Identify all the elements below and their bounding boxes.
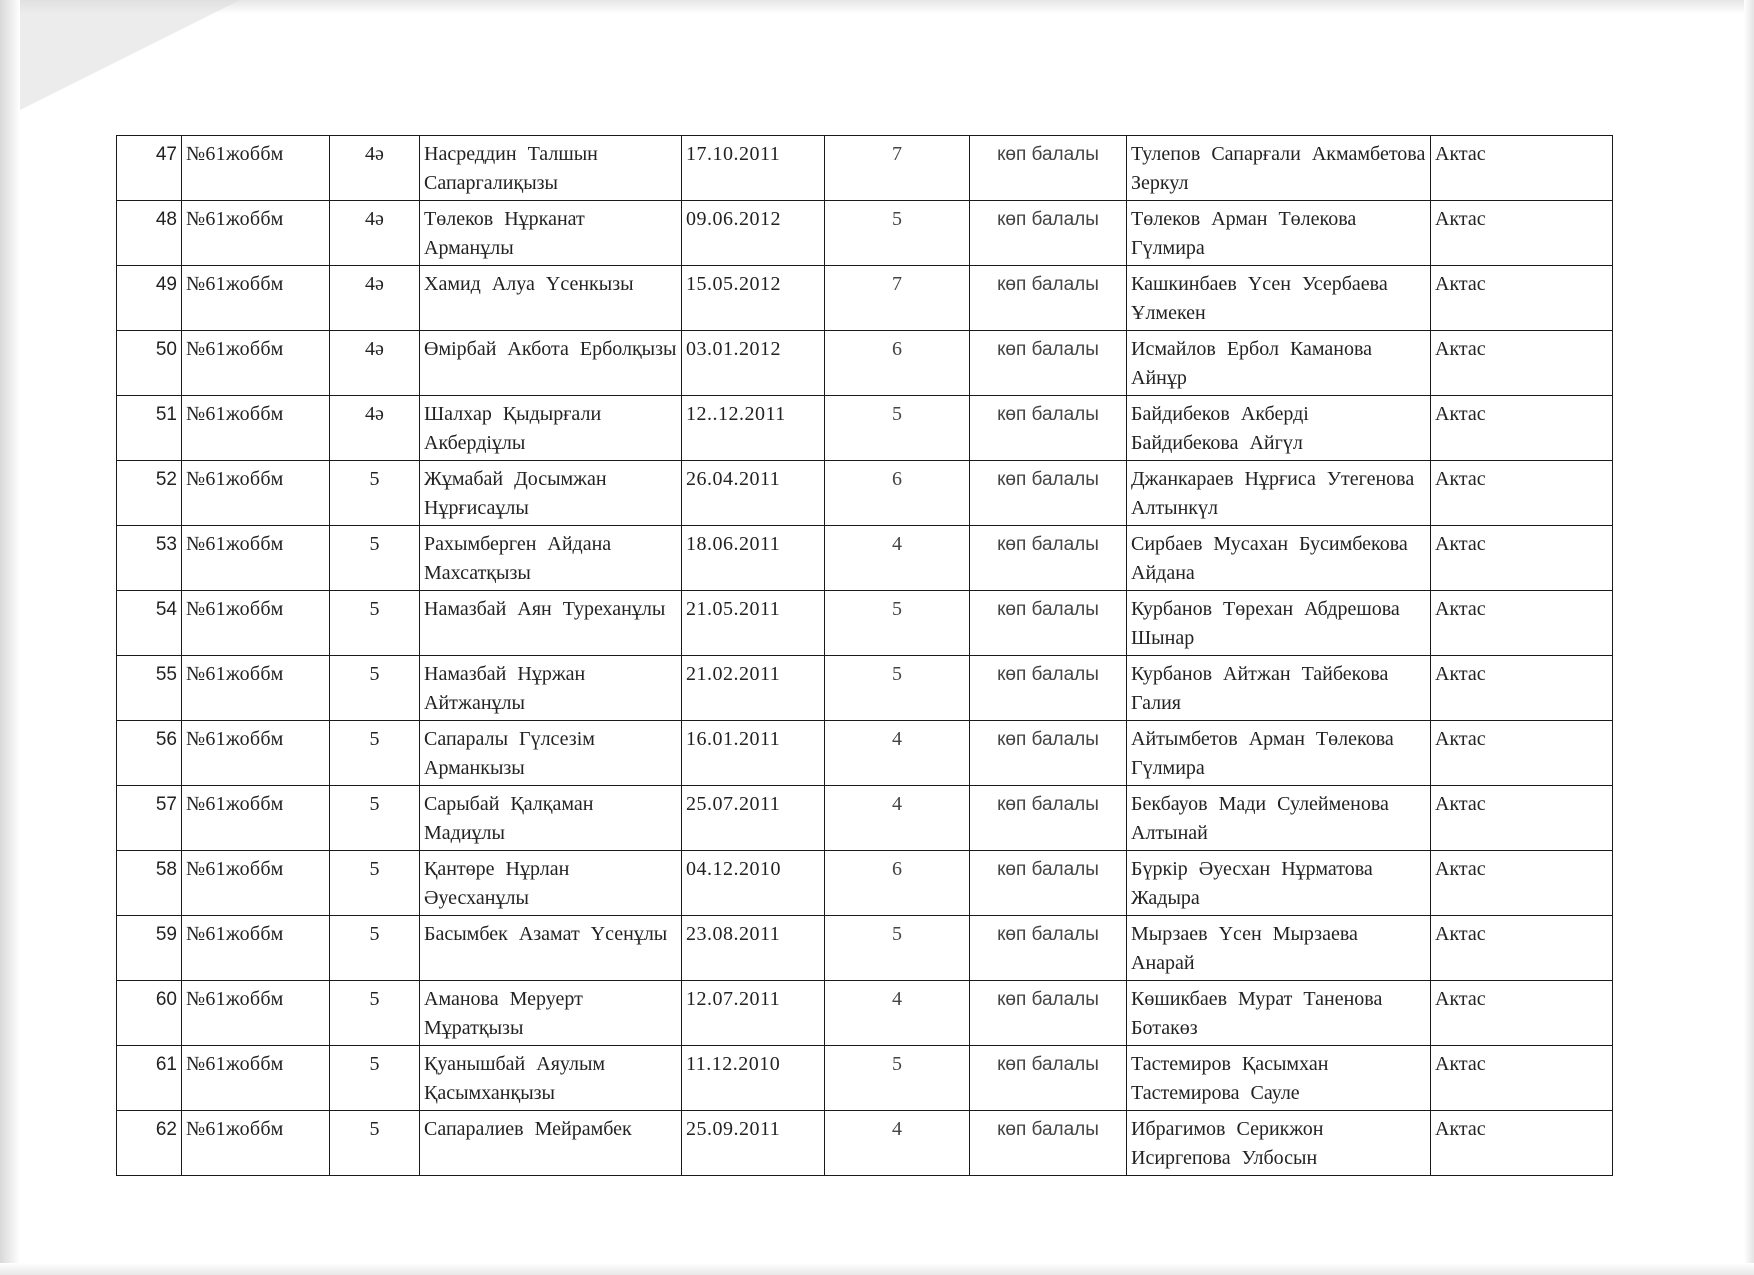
table-row [117,461,1613,526]
family-status: көп балалы [970,1111,1127,1176]
school-code: №61жоббм [182,721,330,786]
family-status: көп балалы [970,916,1127,981]
village: Актас [1431,1046,1613,1111]
row-number: 59 [117,916,182,981]
birth-date: 26.04.2011 [682,461,825,526]
parents-names: Төлеков Арман Төлекова Гүлмира [1127,201,1431,266]
row-number: 61 [117,1046,182,1111]
family-status: көп балалы [970,656,1127,721]
row-number: 56 [117,721,182,786]
school-code: №61жоббм [182,461,330,526]
children-count: 5 [825,656,970,721]
birth-date: 23.08.2011 [682,916,825,981]
children-count: 5 [825,591,970,656]
table-row [117,916,1613,981]
village: Актас [1431,331,1613,396]
family-status: көп балалы [970,461,1127,526]
row-number: 49 [117,266,182,331]
children-count: 7 [825,266,970,331]
children-count: 6 [825,331,970,396]
school-code: №61жоббм [182,526,330,591]
row-number: 51 [117,396,182,461]
family-status: көп балалы [970,721,1127,786]
children-count: 6 [825,851,970,916]
village: Актас [1431,1111,1613,1176]
school-code: №61жоббм [182,1111,330,1176]
row-number: 60 [117,981,182,1046]
birth-date: 15.05.2012 [682,266,825,331]
birth-date: 25.07.2011 [682,786,825,851]
school-code: №61жоббм [182,1046,330,1111]
parents-names: Курбанов Айтжан Тайбекова Галия [1127,656,1431,721]
student-name: Аманова Меруерт Мұратқызы [420,981,682,1046]
birth-date: 18.06.2011 [682,526,825,591]
grade: 5 [330,786,420,851]
children-count: 5 [825,916,970,981]
village: Актас [1431,656,1613,721]
student-name: Өмірбай Акбота Ерболқызы [420,331,682,396]
school-code: №61жоббм [182,591,330,656]
parents-names: Тулепов Сапарғали Акмамбетова Зеркул [1127,136,1431,201]
family-status: көп балалы [970,331,1127,396]
row-number: 52 [117,461,182,526]
table-row [117,1046,1613,1111]
school-code: №61жоббм [182,916,330,981]
village: Актас [1431,526,1613,591]
row-number: 47 [117,136,182,201]
scan-edge-bottom [0,1263,1754,1275]
table-row [117,721,1613,786]
grade: 5 [330,916,420,981]
birth-date: 09.06.2012 [682,201,825,266]
register-body [117,136,1613,1176]
table-row [117,266,1613,331]
family-status: көп балалы [970,1046,1127,1111]
student-name: Намазбай Аян Туреханұлы [420,591,682,656]
parents-names: Сирбаев Мусахан Бусимбекова Айдана [1127,526,1431,591]
table-row [117,851,1613,916]
family-status: көп балалы [970,981,1127,1046]
table-row [117,201,1613,266]
parents-names: Бүркір Әуесхан Нұрматова Жадыра [1127,851,1431,916]
family-status: көп балалы [970,266,1127,331]
scan-folded-corner [0,0,240,120]
student-name: Хамид Алуа Үсенкызы [420,266,682,331]
parents-names: Курбанов Төрехан Абдрешова Шынар [1127,591,1431,656]
student-name: Сапаралы Гүлсезім Арманкызы [420,721,682,786]
village: Актас [1431,851,1613,916]
grade: 4ә [330,396,420,461]
children-count: 4 [825,526,970,591]
student-name: Шалхар Қыдырғали Акбердіұлы [420,396,682,461]
birth-date: 04.12.2010 [682,851,825,916]
children-count: 7 [825,136,970,201]
table-row [117,981,1613,1046]
village: Актас [1431,981,1613,1046]
student-name: Қуанышбай Аяулым Қасымханқызы [420,1046,682,1111]
birth-date: 25.09.2011 [682,1111,825,1176]
parents-names: Джанкараев Нұрғиса Утегенова Алтынкүл [1127,461,1431,526]
village: Актас [1431,461,1613,526]
birth-date: 12.07.2011 [682,981,825,1046]
parents-names: Бекбауов Мади Сулейменова Алтынай [1127,786,1431,851]
school-code: №61жоббм [182,201,330,266]
student-name: Басымбек Азамат Үсенұлы [420,916,682,981]
children-count: 4 [825,981,970,1046]
grade: 4ә [330,331,420,396]
grade: 5 [330,591,420,656]
family-status: көп балалы [970,786,1127,851]
grade: 4ә [330,136,420,201]
student-name: Төлеков Нұрканат Арманұлы [420,201,682,266]
birth-date: 21.02.2011 [682,656,825,721]
birth-date: 21.05.2011 [682,591,825,656]
school-code: №61жоббм [182,981,330,1046]
school-code: №61жоббм [182,331,330,396]
village: Актас [1431,266,1613,331]
scan-edge-top [0,0,1754,14]
grade: 5 [330,851,420,916]
school-code: №61жоббм [182,656,330,721]
table-row [117,136,1613,201]
village: Актас [1431,916,1613,981]
school-code: №61жоббм [182,786,330,851]
children-count: 6 [825,461,970,526]
family-status: көп балалы [970,526,1127,591]
school-code: №61жоббм [182,136,330,201]
grade: 5 [330,461,420,526]
parents-names: Байдибеков Акберді Байдибекова Айгүл [1127,396,1431,461]
row-number: 53 [117,526,182,591]
family-status: көп балалы [970,136,1127,201]
scan-edge-left [0,0,20,1275]
parents-names: Кашкинбаев Үсен Усербаева Ұлмекен [1127,266,1431,331]
table-row [117,396,1613,461]
birth-date: 12..12.2011 [682,396,825,461]
family-status: көп балалы [970,591,1127,656]
parents-names: Айтымбетов Арман Төлекова Гүлмира [1127,721,1431,786]
row-number: 54 [117,591,182,656]
village: Актас [1431,136,1613,201]
row-number: 55 [117,656,182,721]
parents-names: Көшикбаев Мурат Таненова Ботакөз [1127,981,1431,1046]
table-row [117,526,1613,591]
student-name: Сапаралиев Мейрамбек [420,1111,682,1176]
row-number: 48 [117,201,182,266]
student-name: Намазбай Нұржан Айтжанұлы [420,656,682,721]
village: Актас [1431,721,1613,786]
school-code: №61жоббм [182,396,330,461]
children-count: 4 [825,1111,970,1176]
student-register-table [116,135,1613,1176]
table-row [117,591,1613,656]
grade: 5 [330,526,420,591]
student-name: Сарыбай Қалқаман Мадиұлы [420,786,682,851]
student-name: Насреддин Талшын Сапаргалиқызы [420,136,682,201]
student-name: Рахымберген Айдана Махсатқызы [420,526,682,591]
grade: 5 [330,656,420,721]
children-count: 5 [825,396,970,461]
grade: 5 [330,981,420,1046]
children-count: 5 [825,1046,970,1111]
grade: 4ә [330,201,420,266]
birth-date: 03.01.2012 [682,331,825,396]
grade: 5 [330,1111,420,1176]
table-row [117,786,1613,851]
student-name: Жұмабай Досымжан Нұрғисаұлы [420,461,682,526]
row-number: 58 [117,851,182,916]
table-row [117,656,1613,721]
birth-date: 17.10.2011 [682,136,825,201]
row-number: 57 [117,786,182,851]
family-status: көп балалы [970,851,1127,916]
student-name: Қантөре Нұрлан Әуесханұлы [420,851,682,916]
children-count: 5 [825,201,970,266]
grade: 5 [330,1046,420,1111]
children-count: 4 [825,786,970,851]
school-code: №61жоббм [182,266,330,331]
parents-names: Исмайлов Ербол Каманова Айнұр [1127,331,1431,396]
table-row [117,1111,1613,1176]
grade: 4ә [330,266,420,331]
children-count: 4 [825,721,970,786]
village: Актас [1431,396,1613,461]
birth-date: 16.01.2011 [682,721,825,786]
village: Актас [1431,201,1613,266]
village: Актас [1431,786,1613,851]
row-number: 62 [117,1111,182,1176]
parents-names: Ибрагимов Серикжон Исиргепова Улбосын [1127,1111,1431,1176]
table-row [117,331,1613,396]
grade: 5 [330,721,420,786]
scan-edge-right [1744,0,1754,1275]
row-number: 50 [117,331,182,396]
school-code: №61жоббм [182,851,330,916]
family-status: көп балалы [970,396,1127,461]
village: Актас [1431,591,1613,656]
family-status: көп балалы [970,201,1127,266]
parents-names: Тастемиров Қасымхан Тастемирова Сауле [1127,1046,1431,1111]
parents-names: Мырзаев Үсен Мырзаева Анарай [1127,916,1431,981]
birth-date: 11.12.2010 [682,1046,825,1111]
